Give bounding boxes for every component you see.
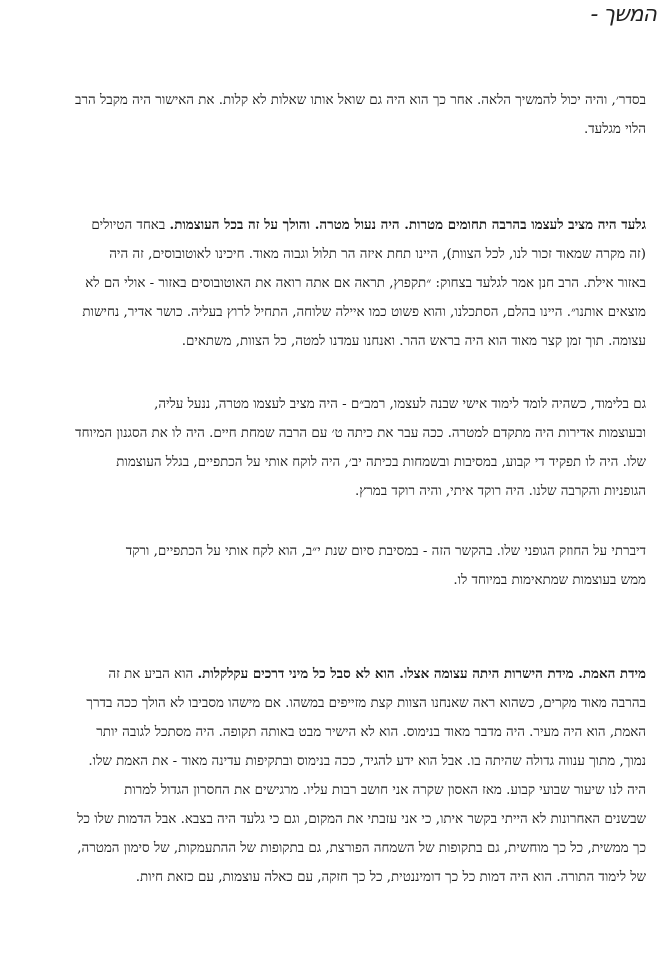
paragraph-5: [18, 660, 646, 892]
text-line: כך ממשית, כל כך מוחשית, גם בתקופות של השמחה הפורצת, גם בתקופות של ההתעמקות, של סימון המטרה,: [77, 841, 646, 856]
text-line: של לימוד התורה. הוא היה דמות כל כך דומיננטית, כל כך חזקה, עם כאלה עוצמות, עם כזאת חיות.: [135, 870, 646, 885]
text-line: מוצאים אותנו״. היינו בהלם, הסתכלנו, והוא פשוט כמו איילה שלוחה, התחיל לרוץ בעליה. כושר אדיר, נחישות: [82, 305, 646, 320]
text-line: [18, 211, 646, 240]
text-line: ובעוצמות אדירות היה מתקדם למטרה. ככה עבר את כיתה ט׳ עם הרבה שמחת חיים. היה לו את הסגנון המיוחד: [75, 426, 646, 441]
text-line: שבשנים האחרונות לא הייתי בקשר איתו, כי אני עזבתי את המקום, וגם כי גלעד היה בצבא. אבל הדמות שלו כל: [77, 812, 646, 827]
text-run: הוא הביע את זה: [108, 667, 198, 682]
text-line: האמת, הוא היה מעיר. היה מדבר מאוד בנימוס. הוא לא הישיר מבט באותה תקופה. היה מסתכל לגובה יותר: [96, 725, 646, 740]
text-line: היה לנו שיעור שבועי קבוע. מאז האסון שקרה אני חושב רבות עליו. מרגישים את החסרון הגדול למרות: [124, 783, 646, 798]
text-line: הגופניות והקרבה שלנו. היה רוקד איתי, והיה רוקד במרץ.: [354, 484, 646, 499]
text-line: באזור אילת. הרב חנן אמר לגלעד בצחוק: ״תקפוץ, תראה אם אתה רואה את האוטובוסים באזור - אולי הם לא: [85, 276, 646, 291]
handwritten-continuation-note: המשך -: [590, 2, 656, 27]
paragraph-lead: מידת האמת. מידת הישרות היתה עצומה אצלו. הוא לא סבל כל מיני דרכים עקלקלות.: [197, 666, 646, 682]
text-line: [18, 660, 646, 689]
text-line: שלו. היה לו תפקיד די קבוע, במסיבות ובשמחות בכיתה יב׳, היה לוקח אותי על הכתפיים, בגלל העוצמות: [116, 455, 646, 470]
text-line: דיברתי על החוזק הגופני שלו. בהקשר הזה - במסיבת סיום שנת י״ב, הוא לקח אותי על הכתפיים, ורקד: [125, 544, 646, 559]
paragraph-4: [18, 537, 646, 595]
paragraph-1: [18, 86, 646, 144]
paragraph-lead: גלעד היה מציב לעצמו בהרבה תחומים מטרות. היה נעול מטרה. והולך על זה בכל העוצמות.: [169, 217, 646, 233]
text-line: נמוך, מתוך ענווה גדולה שהיתה בו. אבל הוא ידע להגיד, ככה בנימוס ובתקיפות עדינה מאוד - את האמת שלו.: [88, 754, 646, 769]
text-run: באחד הטיולים: [91, 218, 170, 233]
text-line: גם בלימוד, כשהיה לומד לימוד אישי שבנה לעצמו, רמב״ם - היה מציב לעצמו מטרה, ננעל עליה,: [154, 397, 646, 412]
text-line: ממש בעוצמות שמתאימות במיוחד לו.: [453, 573, 646, 588]
paragraph-2: [18, 211, 646, 356]
text-line: בסדר׳, והיה יכול להמשיך הלאה. אחר כך הוא היה גם שואל אותו שאלות לא קלות. את האישור היה מקבל הרב: [75, 93, 646, 108]
text-line: (זה מקרה שמאוד זכור לנו, לכל הצוות), היינו תחת איזה הר תלול וגבוה מאוד. חיכינו לאוטובוסים, זה היה: [109, 247, 646, 262]
text-line: בהרבה מאוד מקרים, כשהוא ראה שאנחנו הצוות קצת מזייפים במשהו. אם מישהו מסביבו לא הולך ככה בדרך: [86, 696, 646, 711]
paragraph-3: [18, 390, 646, 506]
text-line: עצומה. תוך זמן קצר מאוד הוא היה בראש ההר. ואנחנו עמדנו למטה, כל הצוות, משתאים.: [181, 334, 646, 349]
text-line: הלוי מגלעד.: [583, 122, 646, 137]
